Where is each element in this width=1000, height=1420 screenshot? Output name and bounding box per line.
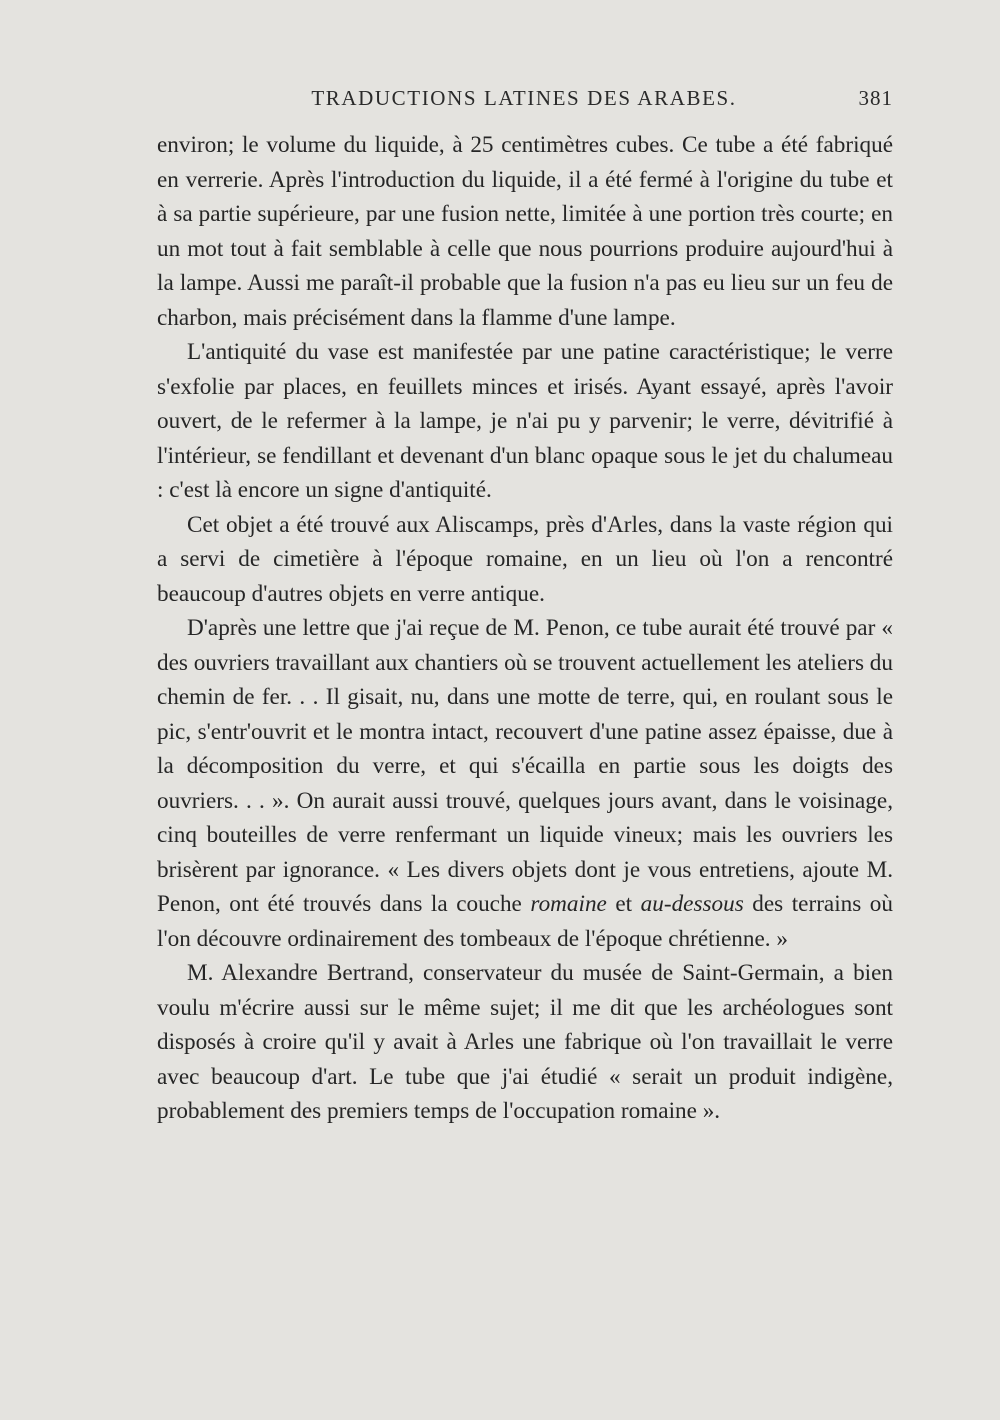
paragraph-5: M. Alexandre Bertrand, conservateur du musée de Saint-Germain, a bien voulu m'écrire aussi sur le même sujet; il me dit que les archéologues sont disposés à croire qu'il y avait à Arles une fabrique où l'on travaillait le verre avec beaucoup d'art. Le tube que j'ai étudié « serait un produit indigène, probablement des premiers temps de l'occupation romaine ». [157,960,893,1124]
paragraph-3: Cet objet a été trouvé aux Aliscamps, près d'Arles, dans la vaste région qui a servi de cimetière à l'époque romaine, en un lieu où l'on a rencontré beaucoup d'autres objets en verre antique. [157,511,893,607]
paragraph-4-text-b: et [615,891,633,917]
paragraph-4-text-c: des terrains où l'on découvre ordinairement des tombeaux de l'époque chrétienne. » [157,891,893,952]
running-head [155,86,893,118]
paragraph-1: environ; le volume du liquide, à 25 centimètres cubes. Ce tube a été fabriqué en verrerie. Après l'introduction du liquide, il a été fermé à l'origine du tube et à sa partie supérieure, par une fusion nette, limitée à une portion très courte; en un mot tout à fait semblable à celle que nous pourrions produire aujourd'hui à la lampe. Aussi me paraît-il probable que la fusion n'a pas eu lieu sur un feu de charbon, mais précisément dans la flamme d'une lampe. [157,132,893,331]
paragraph-4 [157,611,893,956]
paragraph-2: L'antiquité du vase est manifestée par une patine caractéristique; le verre s'exfolie par places, en feuillets minces et irisés. Ayant essayé, après l'avoir ouvert, de le refermer à la lampe, je n'ai pu y parvenir; le verre, dévitrifié à l'intérieur, se fendillant et devenant d'un blanc opaque sous le jet du chalumeau : c'est là encore un signe d'antiquité. [157,339,893,503]
italic-romaine: romaine [530,891,607,917]
running-title: TRADUCTIONS LATINES DES ARABES. [311,86,737,110]
body-text [157,128,893,1129]
page-number: 381 [858,86,893,110]
paragraph-4-text-a: D'après une lettre que j'ai reçue de M. Penon, ce tube aurait été trouvé par « des ouvriers travaillant aux chantiers où se trouvent actuellement les ateliers du chemin de fer. . . Il gisait, nu, dans une motte de terre, qui, en roulant sous le pic, s'entr'ouvrit et le montra intact, recouvert d'une patine assez épaisse, due à la décomposition du verre, et qui s'écailla en partie sous les doigts des ouvriers. . . ». On aurait aussi trouvé, quelques jours avant, dans le voisinage, cinq bouteilles de verre renfermant un liquide vineux; mais les ouvriers les brisèrent par ignorance. « Les divers objets dont je vous entretiens, ajoute M. Penon, ont été trouvés dans la couche [157,615,893,917]
italic-au-dessous: au-dessous [640,891,744,917]
